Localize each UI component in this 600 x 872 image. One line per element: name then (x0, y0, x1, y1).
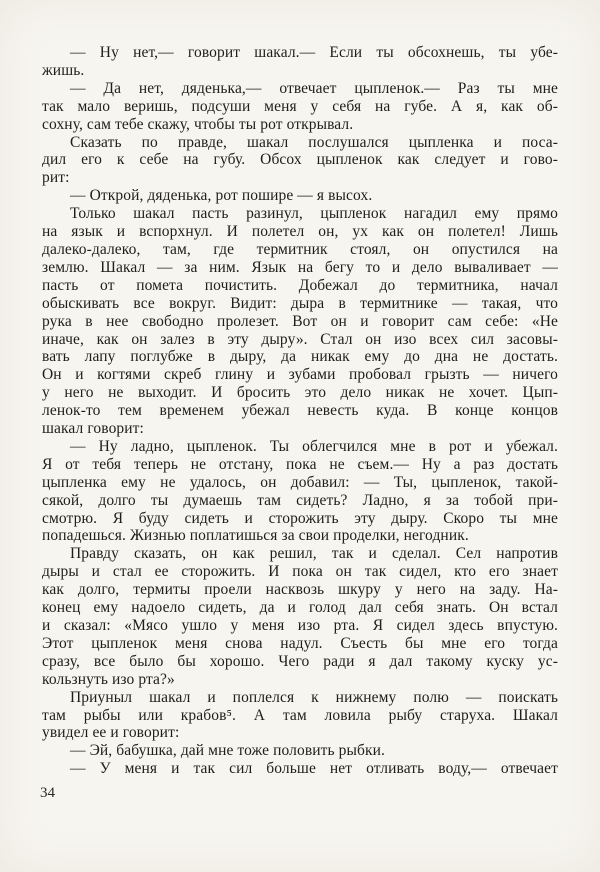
text-line: вать лапу поглубже в дыру, да никак ему до дна не достать. (42, 348, 558, 366)
text-line: пасть от помета почистить. Добежал до термитника, начал (42, 276, 558, 294)
paragraph (42, 438, 558, 545)
text-line: — Ну ладно, цыпленок. Ты облегчился мне в рот и убежал. (70, 437, 558, 455)
text-line: Только шакал пасть разинул, цыпленок нагадил ему прямо (70, 205, 558, 223)
text-line: — Эй, бабушка, дай мне тоже половить рыбки. (70, 742, 386, 760)
text-line: там рыбы или крабов⁵. А там ловила рыбу старуха. Шакал (42, 706, 558, 724)
text-line: — У меня и так сил больше нет отливать воду,— отвечает (70, 760, 558, 778)
paragraph (42, 545, 558, 688)
text-line: Этот цыпленок меня снова надул. Съесть бы мне его тогда (42, 634, 558, 652)
text-line: жишь. (42, 61, 85, 79)
text-line: как долго, термиты проели насквозь шкуру у него на заду. На- (42, 581, 558, 599)
text-line: цыпленка ему не удалось, он добавил: — Ты, цыпленок, такой- (42, 473, 558, 491)
text-line: Приуныл шакал и поплелся к нижнему полю — поискать (70, 688, 558, 706)
text-line: сохну, сам тебе скажу, чтобы ты рот открывал. (42, 115, 354, 133)
page-number: 34 (40, 785, 55, 801)
text-line: увидел ее и говорит: (42, 724, 180, 742)
text-line: сразу, все было бы хорошо. Чего ради я дал такому куску ус- (42, 652, 558, 670)
text-line: землю. Шакал — за ним. Язык на бегу то и дело вываливает — (42, 258, 558, 276)
paragraph (42, 44, 558, 80)
text-line: дыры и стал ее сторожить. И пока он так сидел, кто его знает (42, 563, 558, 581)
text-line: шакал говорит: (42, 420, 144, 438)
text-block (42, 44, 558, 778)
text-line: конец ему надоело сидеть, да и голод дал себя знать. Он встал (42, 599, 558, 617)
text-line: далеко-далеко, там, где термитник стоял, он опустился на (42, 240, 558, 258)
text-line: Сказать по правде, шакал послушался цыпленка и поса- (70, 133, 558, 151)
text-line: иначе, как он залез в эту дыру». Стал он изо всех сил засовы- (42, 330, 558, 348)
text-line: — Открой, дяденька, рот пошире — я высох. (70, 187, 373, 205)
text-line: рит: (42, 169, 70, 187)
text-line: попадешься. Жизнью поплатишься за свои проделки, негодник. (42, 527, 469, 545)
text-line: ленок-то тем временем убежал невесть куда. В конце концов (42, 402, 558, 420)
text-line: дил его к себе на губу. Обсох цыпленок как следует и гово- (42, 151, 558, 169)
paragraph (42, 742, 558, 760)
paragraph (42, 689, 558, 743)
text-line: и сказал: «Мясо ушло у меня изо рта. Я сидел здесь впустую. (42, 617, 558, 634)
text-line: так мало веришь, подсуши меня у себя на губе. А я, как об- (42, 97, 558, 115)
text-line: на язык и вспорхнул. И полетел он, ух как он полетел! Лишь (42, 223, 558, 241)
text-line: обыскивать все вокруг. Видит: дыра в термитнике — такая, что (42, 294, 558, 312)
text-line: Правду сказать, он как решил, так и сделал. Сел напротив (70, 545, 558, 563)
text-line: — Ну нет,— говорит шакал.— Если ты обсохнешь, ты убе- (70, 44, 558, 61)
text-line: Он и когтями скреб глину и зубами пробовал грызть — ничего (42, 366, 558, 384)
text-line: кользнуть изо рта?» (42, 670, 175, 688)
text-line: сякой, долго ты думаешь там сидеть? Ладно, я за тобой при- (42, 491, 558, 509)
paragraph (42, 760, 558, 778)
text-line: рука в нее свободно пролезет. Вот он и говорит сам себе: «Не (42, 312, 558, 330)
text-line: Я от тебя теперь не отстану, пока не съем.— Ну а раз достать (42, 455, 558, 473)
text-line: — Да нет, дяденька,— отвечает цыпленок.— Раз ты мне (70, 79, 558, 97)
paragraph (42, 187, 558, 205)
paragraph (42, 134, 558, 188)
paragraph (42, 205, 558, 438)
text-line: смотрю. Я буду сидеть и сторожить эту дыру. Скоро ты мне (42, 509, 558, 527)
text-line: у него не выходит. И бросить это дело никак не хочет. Цып- (42, 384, 558, 402)
paragraph (42, 80, 558, 134)
